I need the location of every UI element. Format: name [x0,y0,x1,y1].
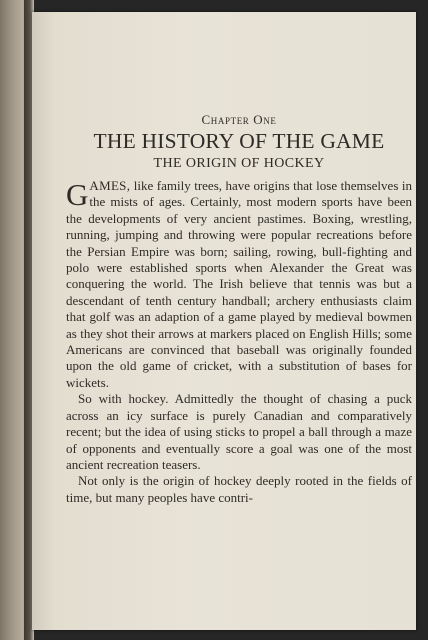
book-page [32,12,416,630]
body-text [66,178,412,506]
paragraph-2: So with hockey. Admittedly the thought of chasing a puck across an icy surface is purely Canadian and comparatively recent; but the idea of using sticks to propel a ball through a maze of opponents and eventually score a goal was one of the most ancient recreation teasers. [66,391,412,472]
paragraph-1-text: like family trees, have origins that lose themselves in the mists of ages. Certainly, most modern sports have been the developments of very ancient pastimes. Boxing, wrestling, running, jumping and throwing were popular recreations before the Persian Empire was born; sailing, rowing, bull-fighting and polo were established sports when Alexander the Great was conquering the world. The Irish believe that tennis was but a descendant of tenth century handball; archery enthusiasts claim that golf was an adaption of a game played by medieval bowmen as they shot their arrows at markers placed on English Hills; some Americans are convinced that baseball was originally founded upon the old game of cricket, with a substitution of bases for wickets. [66,178,412,390]
paragraph-3: Not only is the origin of hockey deeply rooted in the fields of time, but many peoples have contri- [66,473,412,505]
page-content [66,112,412,506]
chapter-label: Chapter One [201,112,277,127]
drop-cap: G [66,177,89,212]
chapter-title: THE HISTORY OF THE GAME [93,129,385,153]
paragraph-1 [66,178,412,391]
chapter-subtitle: THE ORIGIN OF HOCKEY [153,156,325,171]
first-word-rest: AMES, [89,178,131,193]
